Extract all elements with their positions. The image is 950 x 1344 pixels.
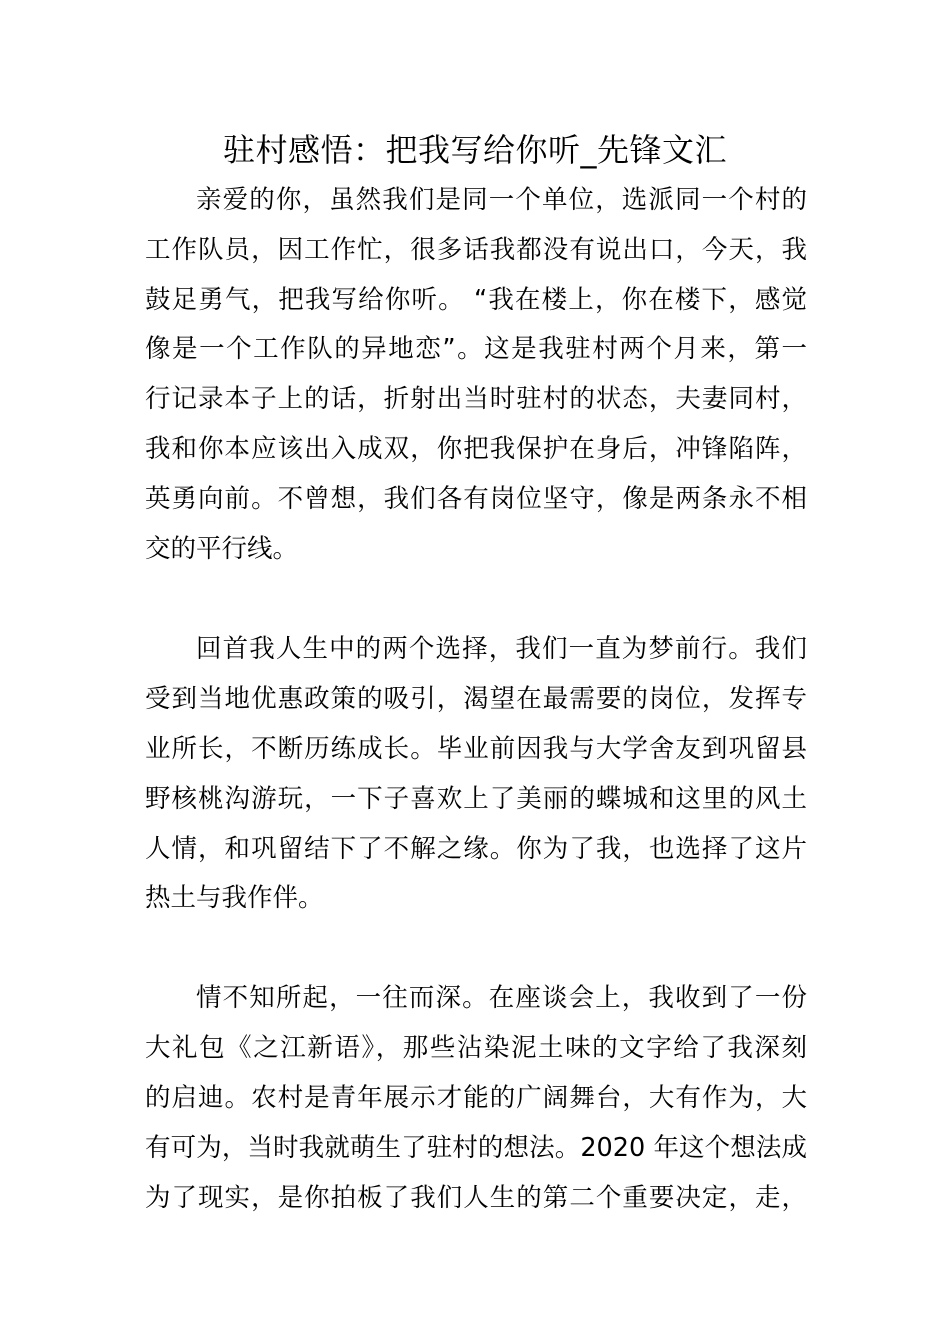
- paragraph-2-line-4: 野核桃沟游玩，一下子喜欢上了美丽的蝶城和这里的风土: [145, 784, 807, 814]
- paragraph-1-line-5: 行记录本子上的话，折射出当时驻村的状态，夫妻同村，: [145, 384, 807, 414]
- document-title: 驻村感悟：把我写给你听_先锋文汇: [222, 131, 727, 169]
- paragraph-3-line-5: 为了现实，是你拍板了我们人生的第二个重要决定，走，: [145, 1183, 807, 1213]
- paragraph-2-line-6: 热土与我作伴。: [145, 883, 324, 913]
- paragraph-2-line-5: 人情，和巩留结下了不解之缘。你为了我，也选择了这片: [145, 834, 807, 864]
- paragraph-3-line-3: 的启迪。农村是青年展示才能的广阔舞台，大有作为，大: [145, 1083, 807, 1113]
- paragraph-3-line-1: 情不知所起，一往而深。在座谈会上，我收到了一份: [196, 983, 807, 1013]
- paragraph-1-line-8: 交的平行线。: [145, 534, 299, 564]
- paragraph-1-line-6: 我和你本应该出入成双，你把我保护在身后，冲锋陷阵，: [145, 434, 807, 464]
- paragraph-1-line-3: 鼓足勇气，把我写给你听。 “我在楼上，你在楼下，感觉: [145, 285, 807, 315]
- paragraph-2-line-3: 业所长，不断历练成长。毕业前因我与大学舍友到巩留县: [145, 734, 807, 764]
- paragraph-1-line-1: 亲爱的你，虽然我们是同一个单位，选派同一个村的: [196, 185, 807, 215]
- paragraph-3-line-4: 有可为，当时我就萌生了驻村的想法。2020 年这个想法成: [145, 1133, 807, 1163]
- paragraph-1-line-7: 英勇向前。不曾想，我们各有岗位坚守，像是两条永不相: [145, 484, 807, 514]
- paragraph-2-line-1: 回首我人生中的两个选择，我们一直为梦前行。我们: [196, 634, 807, 664]
- paragraph-2-line-2: 受到当地优惠政策的吸引，渴望在最需要的岗位，发挥专: [145, 684, 807, 714]
- paragraph-3-line-2: 大礼包《之江新语》，那些沾染泥土味的文字给了我深刻: [145, 1033, 807, 1063]
- paragraph-1-line-2: 工作队员，因工作忙，很多话我都没有说出口，今天，我: [145, 235, 807, 265]
- paragraph-1-line-4: 像是一个工作队的异地恋”。这是我驻村两个月来，第一: [145, 334, 807, 364]
